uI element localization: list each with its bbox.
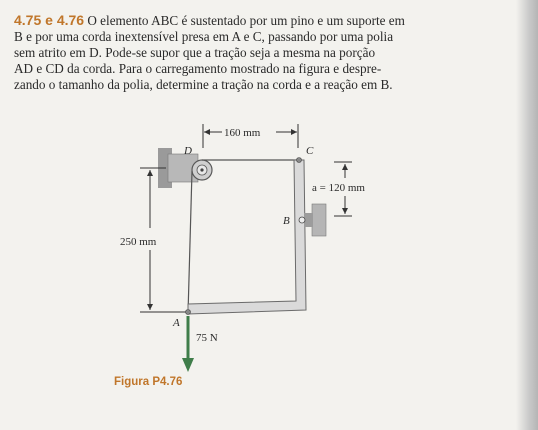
problem-line-3: sem atrito em D. Pode-se supor que a tração seja a mesma na porção [14, 45, 376, 60]
load-arrow [182, 316, 194, 372]
problem-number: 4.75 e 4.76 [14, 12, 85, 28]
problem-text-1: O elemento ABC é sustentado por um pino e um suporte em [87, 13, 405, 28]
label-c: C [306, 145, 314, 157]
figure-caption: Figura P4.76 [114, 376, 183, 388]
dimension-160 [203, 124, 298, 148]
member-abc [188, 160, 306, 314]
load-label: 75 N [196, 332, 218, 344]
label-b: B [283, 215, 290, 227]
problem-line-4: AD e CD da corda. Para o carregamento mostrado na figura e despre- [14, 61, 382, 76]
label-a: A [173, 317, 180, 329]
point-a [186, 310, 191, 315]
dim-left-label: 250 mm [120, 236, 157, 248]
dim-top-label: 160 mm [224, 127, 261, 139]
dimension-250 [120, 168, 186, 312]
problem-line-5: zando o tamanho da polia, determine a tração na corda e a reação em B. [14, 77, 393, 92]
problem-line-2: B e por uma corda inextensível presa em A e C, passando por uma polia [14, 29, 394, 44]
cord [188, 160, 298, 314]
point-c [297, 158, 302, 163]
dim-a-label: a = 120 mm [312, 182, 365, 194]
pulley-d [192, 160, 212, 180]
label-d: D [184, 145, 192, 157]
